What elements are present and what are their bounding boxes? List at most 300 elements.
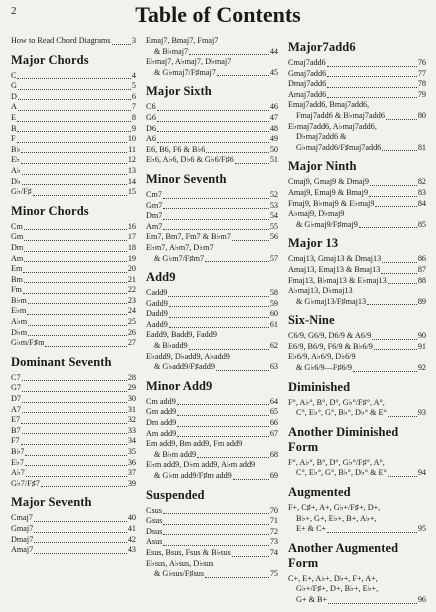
dot-leader	[28, 335, 127, 336]
toc-page-number: 7	[131, 102, 136, 112]
toc-entry-text: D	[11, 91, 17, 101]
toc-page-number: 50	[269, 144, 278, 154]
toc-page-number: 93	[417, 408, 426, 418]
toc-entry-text: A7	[11, 404, 22, 414]
dot-leader	[233, 479, 269, 480]
toc-section	[146, 172, 278, 264]
toc-entry-text: G6	[146, 112, 157, 122]
toc-section	[288, 40, 426, 153]
toc-page-number: 41	[127, 523, 136, 533]
dot-leader	[328, 603, 417, 604]
toc-entry-line	[146, 548, 278, 559]
toc-entry-text: Em7, Bm7, Fm7 & B♭m7	[146, 232, 231, 242]
toc-entry-text: & G♭maj9/F♯maj9	[296, 219, 358, 229]
toc-entry-line	[288, 514, 426, 525]
toc-entry-line	[146, 145, 278, 156]
toc-page-number: 94	[417, 468, 426, 478]
toc-entry-line	[288, 111, 426, 122]
toc-entry-line	[146, 243, 278, 254]
dot-leader	[23, 293, 127, 294]
toc-entry-text: Dm	[11, 242, 24, 252]
toc-page-number: 17	[127, 232, 136, 242]
toc-page-number: 36	[127, 457, 136, 467]
toc-entry-text: E♭maj7add6, A♭maj7add6,	[288, 121, 377, 131]
toc-entry-text: E♭sus, A♭sus, D♭sus	[146, 558, 214, 568]
toc-entry-text: E	[11, 112, 17, 122]
dot-leader	[163, 198, 269, 199]
toc-page-number: 23	[127, 295, 136, 305]
dot-leader	[22, 174, 127, 175]
toc-entry-text: E♭7	[11, 457, 24, 467]
toc-page-number: 89	[417, 296, 426, 306]
dot-leader	[21, 423, 127, 424]
toc-page-number: 87	[417, 264, 426, 274]
toc-entry-text: A♭maj13, D♭maj13	[288, 286, 353, 296]
toc-page-number: 74	[269, 547, 278, 557]
toc-entry-text: Gm	[11, 232, 24, 242]
toc-entry-line	[146, 450, 278, 461]
section-heading: Major Chords	[11, 52, 89, 67]
toc-page-number: 52	[269, 189, 278, 199]
toc-entry-text: G+ & B+	[296, 595, 328, 604]
toc-section	[288, 236, 426, 307]
dot-leader	[17, 142, 127, 143]
page-title: Table of Contents	[135, 2, 301, 27]
toc-entry-line	[146, 330, 278, 341]
section-heading: Major 13	[288, 236, 339, 251]
dot-leader	[33, 195, 127, 196]
toc-page-number: 56	[269, 232, 278, 242]
toc-entry-text: D♭	[11, 176, 21, 186]
toc-column-2	[146, 36, 278, 586]
toc-entry-line	[146, 352, 278, 363]
toc-entry-line	[11, 177, 136, 188]
toc-entry-line	[146, 190, 278, 201]
toc-entry-text: Csus	[146, 505, 162, 515]
toc-entry-line	[288, 584, 426, 595]
toc-section	[146, 379, 278, 482]
toc-page-number: 12	[127, 155, 136, 165]
dot-leader	[24, 240, 127, 241]
toc-entry-line	[11, 436, 136, 447]
toc-entry-line	[11, 535, 136, 546]
toc-page-number: 91	[417, 341, 426, 351]
toc-entry-text: E+ & C+	[296, 524, 327, 534]
toc-page-number: 72	[269, 526, 278, 536]
dot-leader	[216, 370, 269, 371]
toc-page-number: 81	[417, 142, 426, 152]
dot-leader	[375, 206, 416, 207]
toc-page-number: 64	[269, 396, 278, 406]
toc-entry-line	[11, 479, 136, 490]
toc-entry-text: C	[11, 70, 17, 80]
toc-entry-text: E♭maj7, A♭maj7, D♭maj7	[146, 57, 232, 67]
toc-page-number: 44	[269, 46, 278, 56]
toc-page-number: 5	[131, 81, 136, 91]
toc-entry-line	[11, 524, 136, 535]
toc-page-number: 92	[417, 363, 426, 373]
toc-entry-text: F°, A♭°, B°, D°, G♭°/F♯°, A°,	[288, 457, 385, 467]
dot-leader	[34, 542, 127, 543]
toc-page-number: 60	[269, 309, 278, 319]
dot-leader	[25, 455, 126, 456]
toc-entry-line	[146, 516, 278, 527]
toc-page-number: 33	[127, 425, 136, 435]
toc-entry-line	[146, 134, 278, 145]
toc-page-number: 11	[128, 144, 136, 154]
dot-leader	[163, 545, 268, 546]
toc-entry-line	[288, 524, 426, 535]
section-heading: Augmented	[288, 485, 351, 500]
toc-section	[11, 495, 136, 555]
toc-page-number: 96	[417, 595, 426, 604]
toc-entry-text: Dm7	[146, 211, 163, 221]
toc-entry-line	[288, 220, 426, 231]
toc-page-number: 8	[131, 112, 136, 122]
toc-page-number: 75	[269, 569, 278, 579]
toc-entry-line	[11, 71, 136, 82]
toc-entry-text: E6, B6, F6 & B♭6	[146, 144, 206, 154]
toc-entry-line	[11, 405, 136, 416]
toc-page-number: 46	[269, 102, 278, 112]
toc-entry-line	[11, 166, 136, 177]
toc-page-number: 28	[127, 372, 136, 382]
toc-entry-line	[11, 36, 136, 47]
section-heading: Six-Nine	[288, 313, 335, 328]
toc-entry-line	[11, 458, 136, 469]
toc-entry-text: Cmaj7	[11, 513, 33, 523]
dot-leader	[205, 577, 269, 578]
dot-leader	[34, 553, 127, 554]
toc-page-number: 43	[127, 545, 136, 555]
dot-leader	[23, 272, 126, 273]
toc-entry-text: Cmaj7add6	[288, 58, 326, 67]
toc-entry-text: Amaj7	[11, 545, 34, 555]
dot-leader	[206, 152, 268, 153]
toc-page-number: 65	[269, 407, 278, 417]
dot-leader	[22, 380, 127, 381]
dot-leader	[232, 556, 269, 557]
toc-section	[11, 36, 136, 47]
toc-section	[146, 270, 278, 373]
toc-entry-text: Gm add9	[146, 407, 177, 417]
toc-entry-line	[288, 342, 426, 353]
toc-entry-text: E♭	[11, 155, 20, 165]
dot-leader	[24, 251, 127, 252]
toc-page-number: 57	[269, 253, 278, 263]
toc-section	[288, 159, 426, 230]
toc-entry-text: G♭m/F♯m	[11, 338, 45, 348]
toc-page-number: 26	[127, 327, 136, 337]
toc-entry-line	[288, 132, 426, 143]
toc-entry-text: B♭7	[11, 447, 25, 456]
toc-entry-text: G♭7/F♯7	[11, 478, 40, 488]
toc-entry-text: & G♭sus/F♯sus	[154, 569, 205, 579]
toc-entry-text: Emaj7add6, Bmaj7add6,	[288, 100, 370, 110]
toc-entry-line	[146, 506, 278, 517]
dot-leader	[22, 402, 127, 403]
toc-entry-text: G♭maj7add6/F♯maj7add6	[296, 142, 382, 152]
toc-page-number: 29	[127, 383, 136, 393]
dot-leader	[34, 521, 127, 522]
toc-entry-text: B	[11, 123, 17, 133]
toc-entry-line	[146, 418, 278, 429]
toc-entry-text: Emaj7, Bmaj7, Fmaj7	[146, 36, 219, 45]
toc-page-number: 83	[417, 187, 426, 197]
toc-entry-line	[11, 545, 136, 556]
toc-page-number: 45	[269, 67, 278, 77]
toc-page-number: 84	[417, 198, 426, 208]
toc-entry-text: Cadd9	[146, 288, 168, 298]
dot-leader	[163, 229, 268, 230]
toc-column-1	[11, 36, 136, 562]
toc-entry-text: Fmaj9, B♭maj9 & E♭maj9	[288, 198, 375, 208]
toc-entry-line	[11, 513, 136, 524]
toc-page-number: 51	[269, 155, 278, 165]
dot-leader	[18, 99, 131, 100]
toc-page-number: 14	[127, 176, 136, 186]
toc-entry-line	[288, 265, 426, 276]
toc-section	[11, 53, 136, 198]
toc-entry-line	[11, 243, 136, 254]
dot-leader	[18, 110, 131, 111]
toc-entry-text: C6/9, G6/9, D6/9 & A6/9	[288, 331, 372, 341]
toc-page-number: 85	[417, 219, 426, 229]
toc-entry-line	[288, 595, 426, 606]
toc-entry-text: G♭/F♯	[11, 187, 32, 197]
dot-leader	[189, 54, 269, 55]
toc-entry-line	[11, 373, 136, 384]
dot-leader	[367, 304, 417, 305]
dot-leader	[157, 131, 269, 132]
toc-entry-text: Fmaj13, B♭maj13 & E♭maj13	[288, 275, 387, 285]
toc-page-number: 55	[269, 221, 278, 231]
toc-entry-line	[288, 286, 426, 297]
toc-entry-line	[288, 276, 426, 287]
toc-entry-text: G	[11, 81, 17, 91]
toc-entry-text: G7	[11, 383, 22, 393]
toc-page-number: 40	[127, 513, 136, 523]
toc-page-number: 70	[269, 505, 278, 515]
toc-entry-line	[11, 394, 136, 405]
dot-leader	[21, 163, 127, 164]
section-heading: Another Diminished Form	[288, 424, 399, 454]
toc-entry-line	[288, 199, 426, 210]
dot-leader	[22, 391, 127, 392]
toc-page-number: 15	[127, 187, 136, 197]
dot-leader	[217, 75, 269, 76]
section-heading: Diminished	[288, 379, 351, 394]
section-heading: Dominant Seventh	[11, 354, 112, 369]
dot-leader	[359, 227, 417, 228]
section-heading: Another Augmented Form	[288, 540, 399, 570]
toc-entry-line	[11, 275, 136, 286]
toc-entry-text: B♭	[11, 144, 21, 154]
toc-entry-line	[288, 503, 426, 514]
toc-entry-text: Dm add9	[146, 418, 177, 428]
dot-leader	[327, 76, 417, 77]
toc-entry-line	[288, 79, 426, 90]
toc-entry-text: A♭	[11, 165, 21, 175]
toc-entry-text: Cm add9	[146, 396, 176, 406]
toc-entry-line	[11, 254, 136, 265]
toc-entry-text: Amaj13, Emaj13 & Bmaj13	[288, 264, 381, 274]
toc-entry-line	[288, 177, 426, 188]
toc-page-number: 6	[131, 91, 136, 101]
toc-section	[11, 204, 136, 349]
toc-entry-text: D♭maj7add6 &	[296, 132, 347, 142]
toc-entry-line	[11, 468, 136, 479]
dot-leader	[388, 416, 417, 417]
toc-entry-line	[288, 122, 426, 133]
dot-leader	[388, 283, 417, 284]
toc-section	[288, 425, 426, 479]
dot-leader	[382, 150, 417, 151]
dot-leader	[22, 412, 127, 413]
toc-entry-line	[11, 383, 136, 394]
toc-entry-text: Fm	[11, 285, 22, 295]
section-heading: Major Ninth	[288, 159, 357, 174]
dot-leader	[24, 282, 127, 283]
toc-page-number: 66	[269, 418, 278, 428]
dot-leader	[374, 349, 417, 350]
toc-entry-line	[11, 415, 136, 426]
toc-entry-line	[11, 447, 136, 458]
toc-section	[288, 485, 426, 535]
toc-page-number: 37	[127, 468, 136, 478]
toc-entry-line	[11, 328, 136, 339]
toc-entry-text: E7	[11, 415, 21, 425]
dot-leader	[177, 404, 269, 405]
section-heading: Major7add6	[288, 40, 356, 54]
toc-page-number: 32	[127, 415, 136, 425]
toc-entry-text: A	[11, 102, 17, 112]
dot-leader	[386, 119, 417, 120]
toc-entry-line	[11, 232, 136, 243]
toc-entry-line	[146, 527, 278, 538]
toc-section	[288, 313, 426, 373]
toc-entry-text: Dadd9	[146, 309, 168, 319]
toc-entry-text: & G♭6/9—F♯6/9	[296, 363, 352, 373]
toc-page-number: 73	[269, 537, 278, 547]
toc-entry-line	[11, 317, 136, 328]
toc-page-number: 78	[417, 79, 426, 89]
toc-entry-text: & G♭maj13/F♯maj13	[296, 296, 367, 306]
dot-leader	[169, 317, 269, 318]
toc-entry-text: Fmaj7add6 & B♭maj7add6	[296, 110, 385, 120]
toc-entry-text: Dsus	[146, 526, 163, 536]
toc-page-number: 67	[269, 428, 278, 438]
toc-entry-text: A♭maj9, D♭maj9	[288, 209, 345, 219]
page-number: 2	[11, 5, 17, 17]
dot-leader	[169, 327, 269, 328]
toc-page-number: 61	[269, 319, 278, 329]
dot-leader	[163, 524, 268, 525]
toc-entry-text: & B♭m add9	[154, 449, 197, 459]
toc-entry-line	[11, 426, 136, 437]
toc-entry-line	[288, 58, 426, 69]
toc-entry-text: D7	[11, 394, 22, 404]
toc-entry-text: Gmaj7	[11, 523, 34, 533]
toc-entry-line	[146, 341, 278, 352]
toc-entry-line	[146, 439, 278, 450]
toc-entry-text: & G♭add9/F♯add9	[154, 362, 215, 372]
dot-leader	[163, 208, 268, 209]
toc-entry-line	[146, 569, 278, 580]
toc-page-number: 95	[417, 524, 426, 534]
dot-leader	[163, 513, 269, 514]
toc-entry-text: & B♭maj7	[154, 46, 189, 56]
toc-entry-text: B♭+, G+, E♭+, B+, A♭+,	[296, 513, 377, 523]
toc-entry-text: Am7	[146, 221, 163, 231]
toc-page-number: 80	[417, 110, 426, 120]
dot-leader	[235, 163, 269, 164]
toc-entry-text: E♭add9, D♭add9, A♭add9	[146, 351, 230, 361]
dot-leader	[327, 87, 417, 88]
section-heading: Major Seventh	[11, 495, 92, 510]
toc-section	[11, 355, 136, 490]
dot-leader	[205, 261, 269, 262]
dot-leader	[327, 532, 417, 533]
toc-entry-line	[11, 145, 136, 156]
dot-leader	[21, 152, 127, 153]
toc-page-number: 62	[269, 341, 278, 351]
toc-section	[146, 84, 278, 166]
toc-entry-line	[146, 222, 278, 233]
toc-entry-line	[288, 408, 426, 419]
toc-page-number: 20	[127, 264, 136, 274]
toc-entry-text: F7	[11, 436, 20, 446]
toc-entry-line	[288, 90, 426, 101]
toc-entry-line	[11, 81, 136, 92]
toc-entry-line	[288, 458, 426, 469]
toc-entry-text: Eadd9, Badd9, Fadd9	[146, 330, 217, 340]
toc-entry-text: How to Read Chord Diagrams	[11, 36, 111, 45]
toc-page-number: 19	[127, 253, 136, 263]
toc-page-number: 63	[269, 362, 278, 372]
dot-leader	[157, 142, 269, 143]
toc-entry-text: Asus	[146, 537, 163, 547]
dot-leader	[163, 534, 268, 535]
dot-leader	[28, 325, 127, 326]
toc-entry-line	[146, 320, 278, 331]
toc-entry-text: Gadd9	[146, 298, 168, 308]
toc-entry-text: Esus, Bsus, Fsus & B♭sus	[146, 547, 231, 557]
toc-entry-line	[146, 362, 278, 373]
toc-entry-line	[11, 102, 136, 113]
toc-page-number: 39	[127, 478, 136, 488]
toc-page-number: 69	[269, 471, 278, 480]
toc-entry-line	[11, 113, 136, 124]
toc-page-number: 10	[127, 134, 136, 144]
toc-entry-line	[11, 296, 136, 307]
toc-page-number: 49	[269, 134, 278, 144]
toc-entry-text: A6	[146, 134, 157, 144]
toc-entry-text: C7	[11, 372, 21, 382]
dot-leader	[26, 476, 127, 477]
toc-page-number: 76	[417, 58, 426, 67]
toc-entry-text: & B♭add9	[154, 341, 188, 351]
toc-entry-line	[146, 113, 278, 124]
toc-entry-text: & G♭m add9/F♯m add9	[154, 471, 232, 480]
toc-page-number: 71	[269, 516, 278, 526]
toc-page-number: 58	[269, 288, 278, 298]
toc-entry-text: A♭7	[11, 468, 25, 478]
toc-entry-text: A♭m	[11, 317, 28, 327]
toc-entry-text: C+, E+, A♭+, D♭+, F+, A+,	[288, 573, 378, 583]
toc-entry-text: & G♭maj7/F♯maj7	[154, 67, 216, 77]
toc-entry-line	[146, 288, 278, 299]
